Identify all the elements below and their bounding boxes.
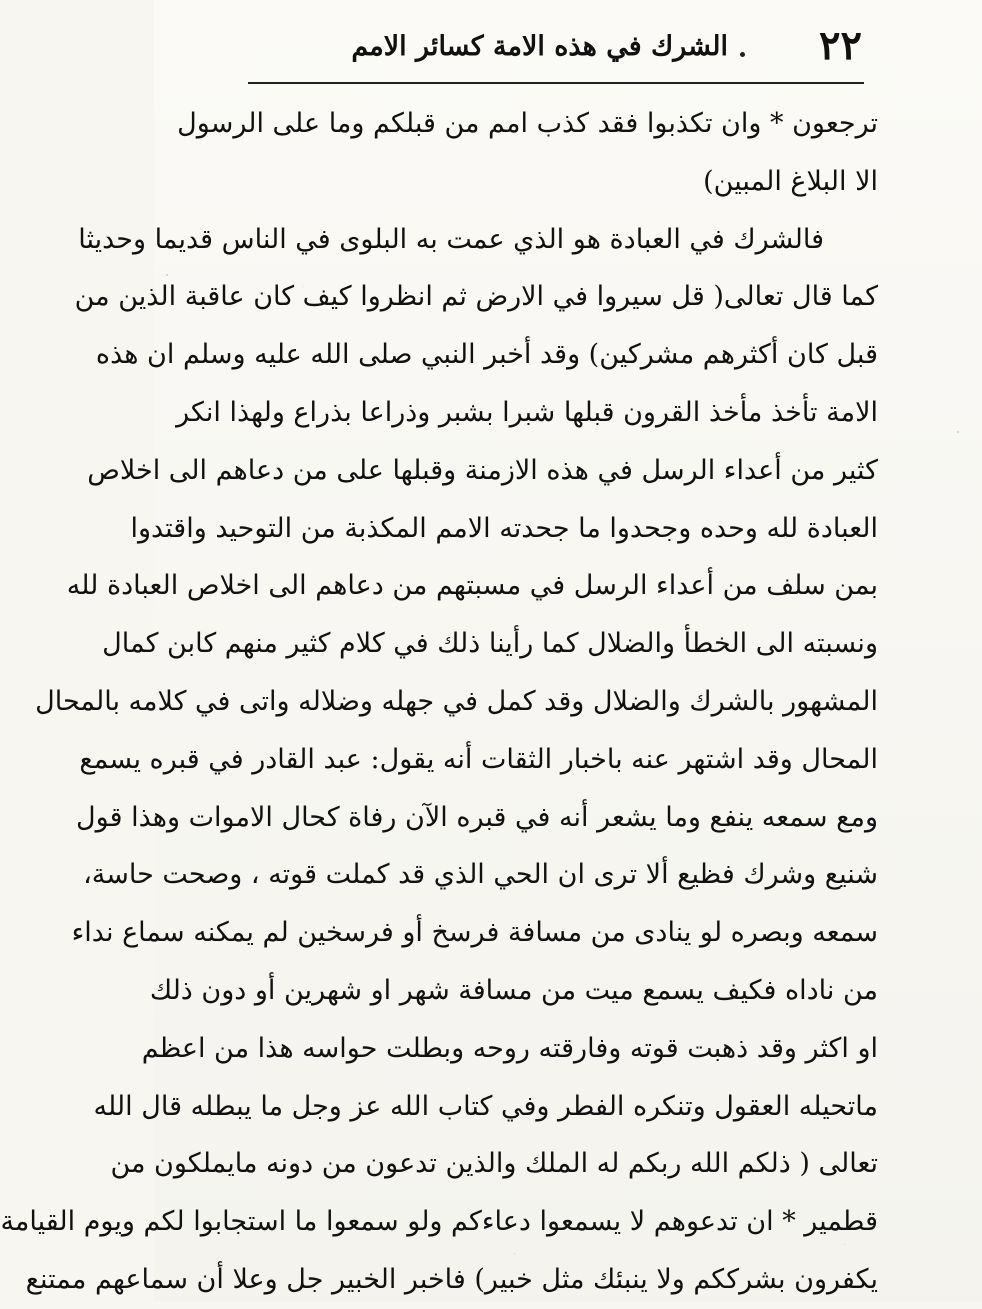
paper-speck (844, 1244, 845, 1245)
text-line (102, 615, 878, 673)
text-line-content: من ناداه فكيف يسمع ميت من مسافة شهر او شهرين أو دون ذلك (149, 974, 878, 1006)
header-dot (740, 52, 745, 57)
text-line-content: قطمير * ان تدعوهم لا يسمعوا دعاءكم ولو سمعوا ما استجابوا لكم ويوم القيامة (0, 1206, 878, 1238)
paper-speck (957, 431, 959, 433)
text-line-content: العبادة لله وحده وجحدوا ما جحدته الامم المكذبة من التوحيد واقتدوا (130, 512, 878, 544)
text-line (83, 846, 878, 904)
running-title: الشرك في هذه الامة كسائر الامم (351, 31, 728, 62)
text-line-content: ومع سمعه ينفع وما يشعر أنه في قبره الآن رفاة كحال الاموات وهذا قول (76, 801, 878, 833)
text-line-content: كثير من أعداء الرسل في هذه الازمنة وقبلها على من دعاهم الى اخلاص (87, 454, 878, 486)
page-number: ٢٢ (819, 22, 862, 69)
text-line (110, 1135, 878, 1193)
body-text (0, 95, 878, 1295)
text-line (87, 442, 878, 500)
text-line (130, 500, 878, 558)
text-line (176, 384, 878, 442)
text-line-content: شنيع وشرك فظيع ألا ترى ان الحي الذي قد كملت قوته ، وصحت حاسة، (83, 859, 878, 891)
text-line-content: او اكثر وقد ذهبت قوته وفارقته روحه وبطلت حواسه هذا من اعظم (141, 1032, 878, 1064)
text-line-content: المحال وقد اشتهر عنه باخبار الثقات أنه يقول: عبد القادر في قبره يسمع (79, 743, 878, 775)
text-line-content: ترجعون * وان تكذبوا فقد كذب امم من قبلكم وما على الرسول (177, 108, 878, 139)
text-line (66, 557, 878, 615)
text-line-content: قبل كان أكثرهم مشركين) وقد أخبر النبي صلى الله عليه وسلم ان هذه (95, 339, 878, 371)
text-line-content: ماتحيله العقول وتنكره الفطر وفي كتاب الله عز وجل ما يبطله قال الله (93, 1090, 878, 1122)
text-line-content: يكفرون بشرككم ولا ينبئك مثل خبير) فاخبر الخبير جل وعلا أن سماعهم ممتنع (25, 1263, 878, 1295)
text-line (74, 268, 878, 326)
text-line (93, 1078, 878, 1136)
text-line (0, 1193, 878, 1251)
text-line (35, 673, 878, 731)
text-line-content: ونسبته الى الخطأ والضلال كما رأينا ذلك في كلام كثير منهم كابن كمال (102, 628, 878, 660)
paper-speck (166, 274, 168, 276)
page-header (248, 24, 864, 84)
text-line (79, 731, 878, 789)
text-line (149, 962, 878, 1020)
text-line (71, 904, 878, 962)
text-line-content: بمن سلف من أعداء الرسل في مسبتهم من دعاهم الى اخلاص العبادة لله (66, 570, 878, 602)
text-line-content: الا البلاغ المبين) (703, 165, 878, 197)
text-line-content: المشهور بالشرك والضلال وقد كمل في جهله وضلاله واتى في كلامه بالمحال (35, 685, 878, 717)
text-line (141, 1020, 878, 1078)
text-line (25, 1251, 878, 1309)
text-line (76, 789, 878, 847)
text-line-content: تعالى ( ذلكم الله ربكم له الملك والذين تدعون من دونه مايملكون من (110, 1148, 878, 1180)
text-line (78, 211, 878, 269)
text-line-content: سمعه وبصره لو ينادى من مسافة فرسخ أو فرسخين لم يمكنه سماع نداء (71, 917, 878, 949)
text-line-content: فالشرك في العبادة هو الذي عمت به البلوى في الناس قديما وحديثا (78, 223, 824, 255)
text-line-content: كما قال تعالى( قل سيروا في الارض ثم انظروا كيف كان عاقبة الذين من (74, 281, 878, 313)
paper-speck (514, 1253, 515, 1254)
text-line-content: الامة تأخذ مأخذ القرون قبلها شبرا بشبر وذراعا بذراع ولهذا انكر (176, 396, 878, 428)
text-line (208, 153, 878, 211)
text-line (177, 95, 878, 153)
text-line (95, 326, 878, 384)
